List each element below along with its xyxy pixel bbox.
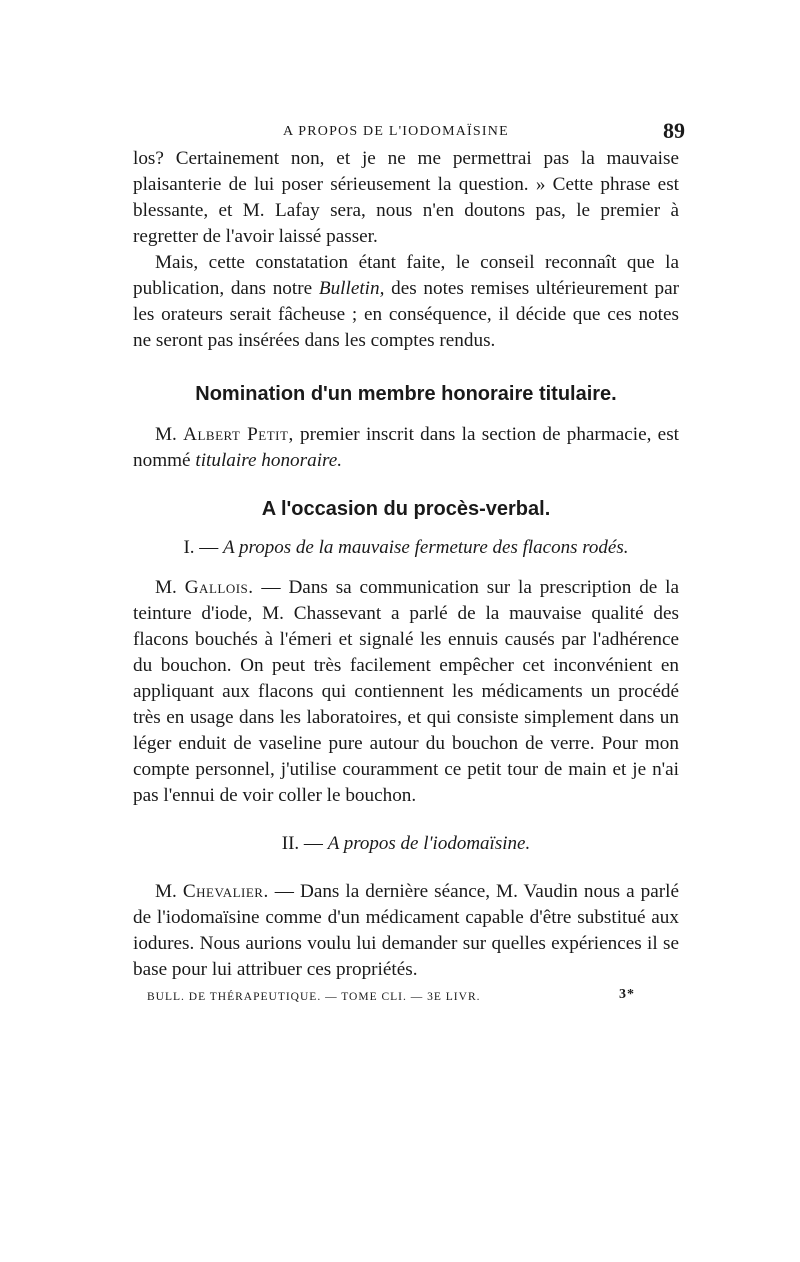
subheading-iodomaisine bbox=[133, 831, 679, 857]
section-heading-nomination: Nomination d'un membre honoraire titulaire. bbox=[195, 383, 617, 405]
running-header bbox=[133, 118, 685, 146]
signature-line: BULL. DE THÉRAPEUTIQUE. — TOME CLI. — 3E LIVR. bbox=[147, 991, 481, 1003]
paragraph-text: Mais, cette constatation étant faite, le conseil reconnaît que la publication, dans notre bbox=[133, 252, 679, 299]
subheading-title: A propos de l'iodomaïsine. bbox=[327, 833, 531, 854]
paragraph-text: — Dans sa communication sur la prescription de la teinture d'iode, M. Chassevant a parlé de la mauvaise qualité des flacons bouchés à l'émeri et signalé les ennuis causés par l'adhérence du bouchon. On peut très facilement empêcher cet inconvénient en appliquant aux flacons qui contiennent les médicaments un procédé très en usage dans les laboratoires, et qui consiste simplement dans un léger enduit de vaseline pure autour du bouchon de verre. Pour mon compte personnel, j'utilise couramment ce petit tour de main et je n'ai pas l'ennui de voir coller le bouchon. bbox=[133, 577, 679, 806]
subheading-title: A propos de la mauvaise fermeture des flacons rodés. bbox=[223, 537, 629, 558]
paragraph-continuation: los? Certainement non, et je ne me permettrai pas la mauvaise plaisanterie de lui poser sérieusement la question. » Cette phrase est blessante, et M. Lafay sera, nous n'en doutons pas, le premier à regretter de l'avoir laissé passer. bbox=[133, 148, 679, 247]
signature-mark: 3* bbox=[619, 987, 635, 1002]
paragraph-council-decision bbox=[133, 250, 679, 354]
paragraph-text: premier inscrit dans la section de pharmacie, est nommé bbox=[133, 424, 679, 471]
paragraph-chevalier bbox=[133, 879, 679, 983]
person-name: Albert Petit, bbox=[183, 424, 294, 445]
running-title: A PROPOS DE L'IODOMAÏSINE bbox=[283, 124, 509, 139]
page-number: 89 bbox=[663, 118, 685, 143]
book-page bbox=[133, 118, 685, 1009]
speaker-prefix: M. bbox=[155, 577, 177, 598]
signature-footer bbox=[133, 987, 679, 1009]
speaker-name: Chevalier. bbox=[182, 881, 269, 902]
paragraph-nomination bbox=[133, 422, 679, 474]
paragraph-gallois bbox=[133, 575, 679, 809]
speaker-prefix: M. bbox=[155, 424, 177, 445]
speaker-prefix: M. bbox=[155, 881, 177, 902]
subheading-number: II. — bbox=[281, 833, 328, 854]
paragraph-text: des notes remises ultérieurement par les orateurs serait fâcheuse ; en conséquence, il décide que ces notes ne seront pas insérées dans les comptes rendus. bbox=[133, 278, 679, 351]
subheading-number: I. — bbox=[183, 537, 224, 558]
honorary-title: titulaire honoraire. bbox=[195, 450, 343, 471]
section-heading-proces-verbal: A l'occasion du procès-verbal. bbox=[261, 498, 551, 520]
bulletin-title: Bulletin, bbox=[318, 278, 385, 299]
speaker-name: Gallois. bbox=[184, 577, 254, 598]
subheading-flacons bbox=[133, 535, 679, 561]
paragraph-text: — Dans la dernière séance, M. Vaudin nous a parlé de l'iodomaïsine comme d'un médicament capable d'être substitué aux iodures. Nous aurions voulu lui demander sur quelles expériences il se base pour lui attribuer ces propriétés. bbox=[133, 881, 679, 980]
